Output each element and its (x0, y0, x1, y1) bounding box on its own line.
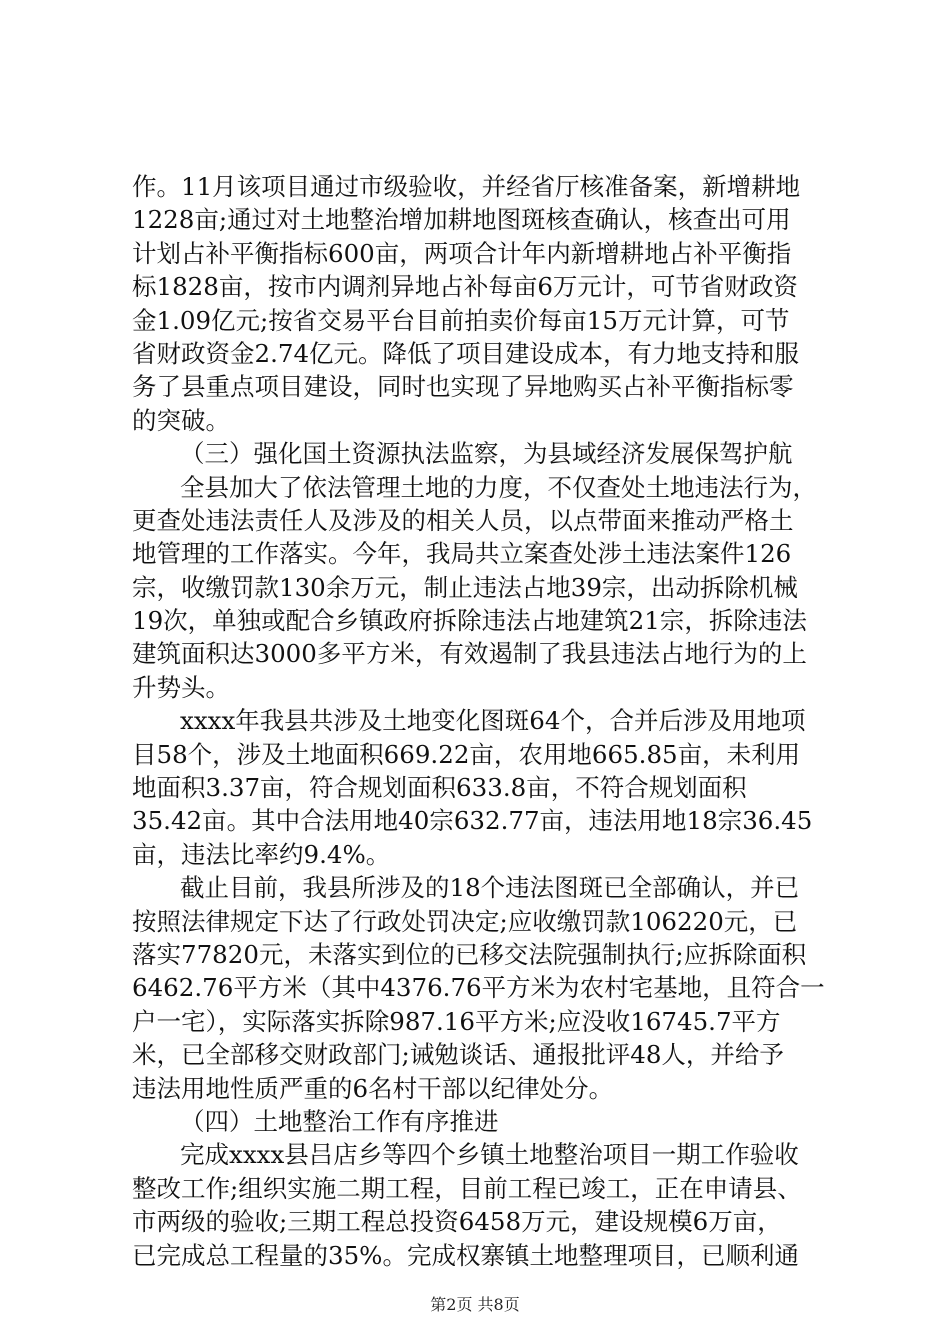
text-line: 35.42亩。其中合法用地40宗632.77亩，违法用地18宗36.45 (132, 806, 813, 836)
text-line: 落实77820元，未落实到位的已移交法院强制执行;应拆除面积 (132, 939, 807, 969)
text-line: 全县加大了依法管理土地的力度，不仅查处土地违法行为， (180, 472, 817, 502)
text-line: 19次，单独或配合乡镇政府拆除违法占地建筑21宗，拆除违法 (132, 606, 807, 636)
text-line: 升势头。 (132, 672, 230, 702)
text-line: 作。11月该项目通过市级验收，并经省厅核准备案，新增耕地 (132, 172, 801, 201)
text-line: 计划占补平衡指标600亩，两项合计年内新增耕地占补平衡指 (132, 238, 792, 268)
text-line: 1228亩;通过对土地整治增加耕地图斑核查确认，核查出可用 (132, 205, 791, 235)
text-line: 按照法律规定下达了行政处罚决定;应收缴罚款106220元，已 (132, 906, 798, 936)
text-line: 目58个，涉及土地面积669.22亩，农用地665.85亩，未利用 (132, 739, 801, 769)
text-line: xxxx年我县共涉及土地变化图斑64个，合并后涉及用地项 (180, 706, 806, 736)
text-line: 户一宅），实际落实拆除987.16平方米;应没收16745.7平方 (132, 1006, 781, 1036)
text-line: 整改工作;组织实施二期工程，目前工程已竣工，正在申请县、 (132, 1173, 802, 1203)
page-footer: 第2页 共8页 (430, 1295, 520, 1314)
text-line: 更查处违法责任人及涉及的相关人员，以点带面来推动严格土 (132, 505, 794, 535)
text-line: 完成xxxx县吕店乡等四个乡镇土地整治项目一期工作验收 (180, 1140, 799, 1170)
text-line: 标1828亩，按市内调剂异地占补每亩6万元计，可节省财政资 (132, 272, 798, 302)
text-line: 已完成总工程量的35%。完成权寨镇土地整理项目，已顺利通 (132, 1240, 799, 1270)
text-line: 金1.09亿元;按省交易平台目前拍卖价每亩15万元计算，可节 (132, 305, 790, 335)
text-line: 的突破。 (132, 405, 230, 435)
text-line: 建筑面积达3000多平方米，有效遏制了我县违法占地行为的上 (132, 639, 807, 669)
text-line: 地面积3.37亩，符合规划面积633.8亩，不符合规划面积 (132, 773, 747, 803)
text-line: 亩，违法比率约9.4%。 (132, 839, 391, 869)
document-body (132, 170, 832, 1272)
text-line: 务了县重点项目建设，同时也实现了异地购买占补平衡指标零 (132, 372, 794, 402)
text-line: 米，已全部移交财政部门;诫勉谈话、通报批评48人，并给予 (132, 1040, 784, 1070)
text-line: 省财政资金2.74亿元。降低了项目建设成本，有力地支持和服 (132, 338, 800, 368)
text-line: （四）土地整治工作有序推进 (180, 1106, 499, 1136)
text-line: 截止目前，我县所涉及的18个违法图斑已全部确认，并已 (180, 873, 800, 903)
text-line: 违法用地性质严重的6名村干部以纪律处分。 (132, 1073, 614, 1103)
text-line: 市两级的验收;三期工程总投资6458万元，建设规模6万亩， (132, 1207, 782, 1237)
text-line: 地管理的工作落实。今年，我局共立案查处涉土违法案件126 (132, 539, 792, 569)
text-line: （三）强化国土资源执法监察，为县域经济发展保驾护航 (180, 439, 793, 469)
text-line: 宗，收缴罚款130余万元，制止违法占地39宗，出动拆除机械 (132, 572, 798, 602)
text-line: 6462.76平方米（其中4376.76平方米为农村宅基地，且符合一 (132, 973, 825, 1003)
